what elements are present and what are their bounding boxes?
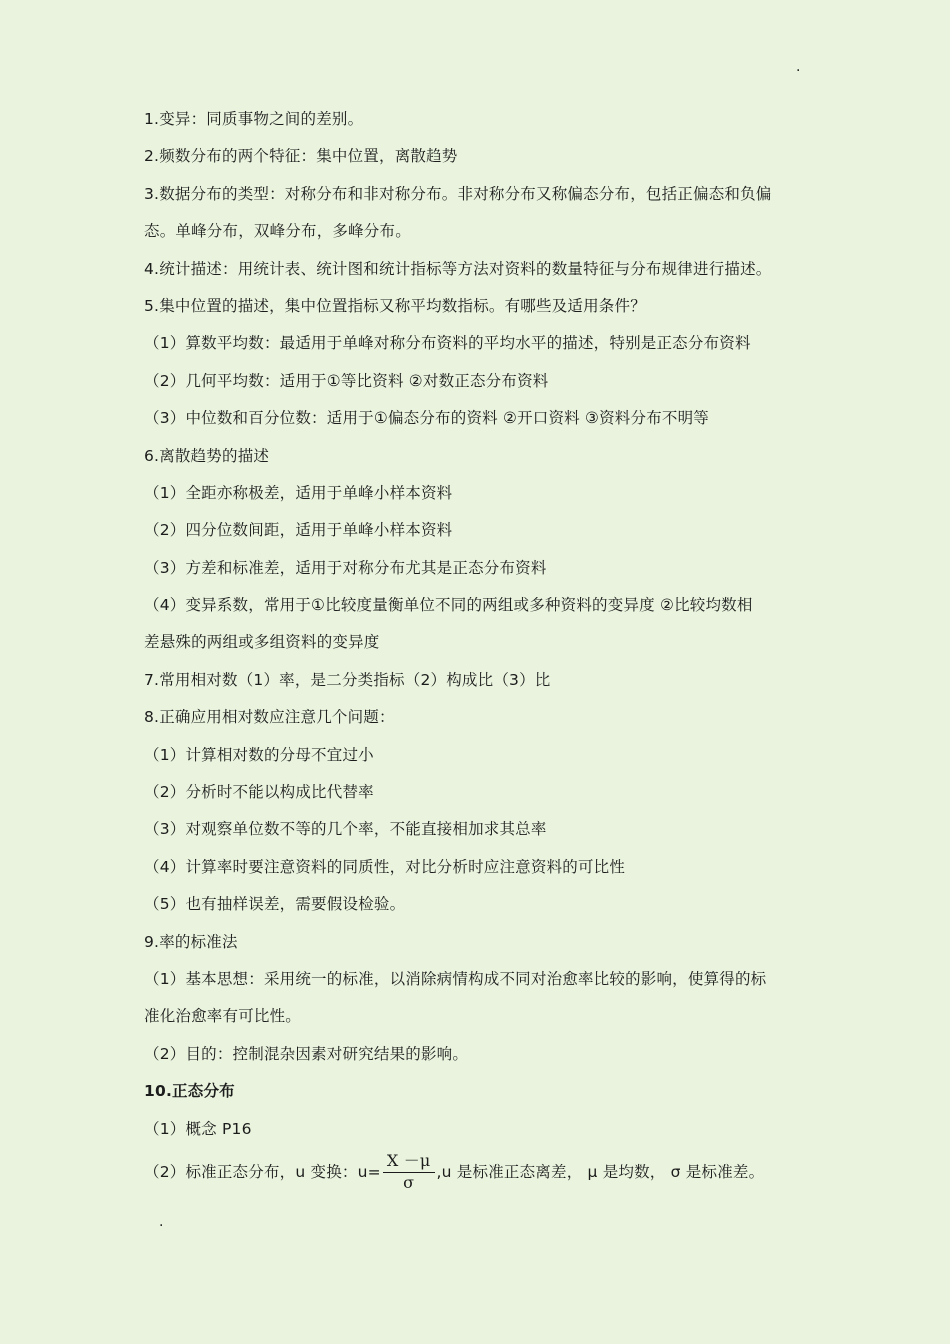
text-line: （1）全距亦称极差，适用于单峰小样本资料 [144, 483, 453, 502]
text-line: 态。单峰分布，双峰分布，多峰分布。 [144, 222, 411, 241]
text-line: （2）几何平均数：适用于①等比资料 ②对数正态分布资料 [144, 371, 549, 390]
text-line: （2）目的：控制混杂因素对研究结果的影响。 [144, 1044, 469, 1063]
text-line: （3）对观察单位数不等的几个率，不能直接相加求其总率 [144, 820, 547, 839]
text-line: 差悬殊的两组或多组资料的变异度 [144, 633, 380, 652]
text-line: 3.数据分布的类型：对称分布和非对称分布。非对称分布又称偏态分布，包括正偏态和负偏 [144, 184, 772, 203]
text-line: （1）算数平均数：最适用于单峰对称分布资料的平均水平的描述，特别是正态分布资料 [144, 334, 751, 353]
text-line: （1）概念 P16 [144, 1119, 252, 1138]
text-line: （2）四分位数间距，适用于单峰小样本资料 [144, 521, 453, 540]
document-body [144, 101, 820, 1196]
text-line: （3）中位数和百分位数：适用于①偏态分布的资料 ②开口资料 ③资料分布不明等 [144, 409, 710, 428]
text-line: （4）计算率时要注意资料的同质性，对比分析时应注意资料的可比性 [144, 857, 626, 876]
text-line: （5）也有抽样误差，需要假设检验。 [144, 895, 406, 914]
formula-suffix: ,u 是标准正态离差， μ 是均数， σ 是标准差。 [436, 1162, 765, 1181]
text-line: 4.统计描述：用统计表、统计图和统计指标等方法对资料的数量特征与分布规律进行描述。 [144, 259, 772, 278]
text-line: （4）变异系数，常用于①比较度量衡单位不同的两组或多种资料的变异度 ②比较均数相 [144, 596, 753, 615]
fraction-denominator: σ [403, 1172, 415, 1192]
header-dot: . [796, 59, 801, 75]
text-line: （3）方差和标准差，适用于对称分布尤其是正态分布资料 [144, 558, 547, 577]
section-heading: 10.正态分布 [144, 1082, 235, 1101]
text-line: 2.频数分布的两个特征：集中位置，离散趋势 [144, 147, 458, 166]
text-line: （2）分析时不能以构成比代替率 [144, 783, 374, 802]
text-line: 6.离散趋势的描述 [144, 446, 270, 465]
text-line: 9.率的标准法 [144, 932, 238, 951]
footer-dot: . [159, 1214, 164, 1230]
text-line: 5.集中位置的描述，集中位置指标又称平均数指标。有哪些及适用条件？ [144, 296, 646, 315]
text-line: 8.正确应用相对数应注意几个问题： [144, 708, 395, 727]
text-line: （1）计算相对数的分母不宜过小 [144, 745, 374, 764]
fraction [383, 1151, 435, 1193]
text-line: 7.常用相对数（1）率，是二分类指标（2）构成比（3）比 [144, 670, 551, 689]
text-line: （1）基本思想：采用统一的标准，以消除病情构成不同对治愈率比较的影响，使算得的标 [144, 969, 767, 988]
fraction-numerator: X －μ [383, 1151, 435, 1173]
formula-line [144, 1148, 820, 1196]
text-line: 准化治愈率有可比性。 [144, 1007, 302, 1026]
text-line: 1.变异：同质事物之间的差别。 [144, 110, 364, 128]
formula-prefix: （2）标准正态分布，u 变换：u= [144, 1162, 381, 1181]
